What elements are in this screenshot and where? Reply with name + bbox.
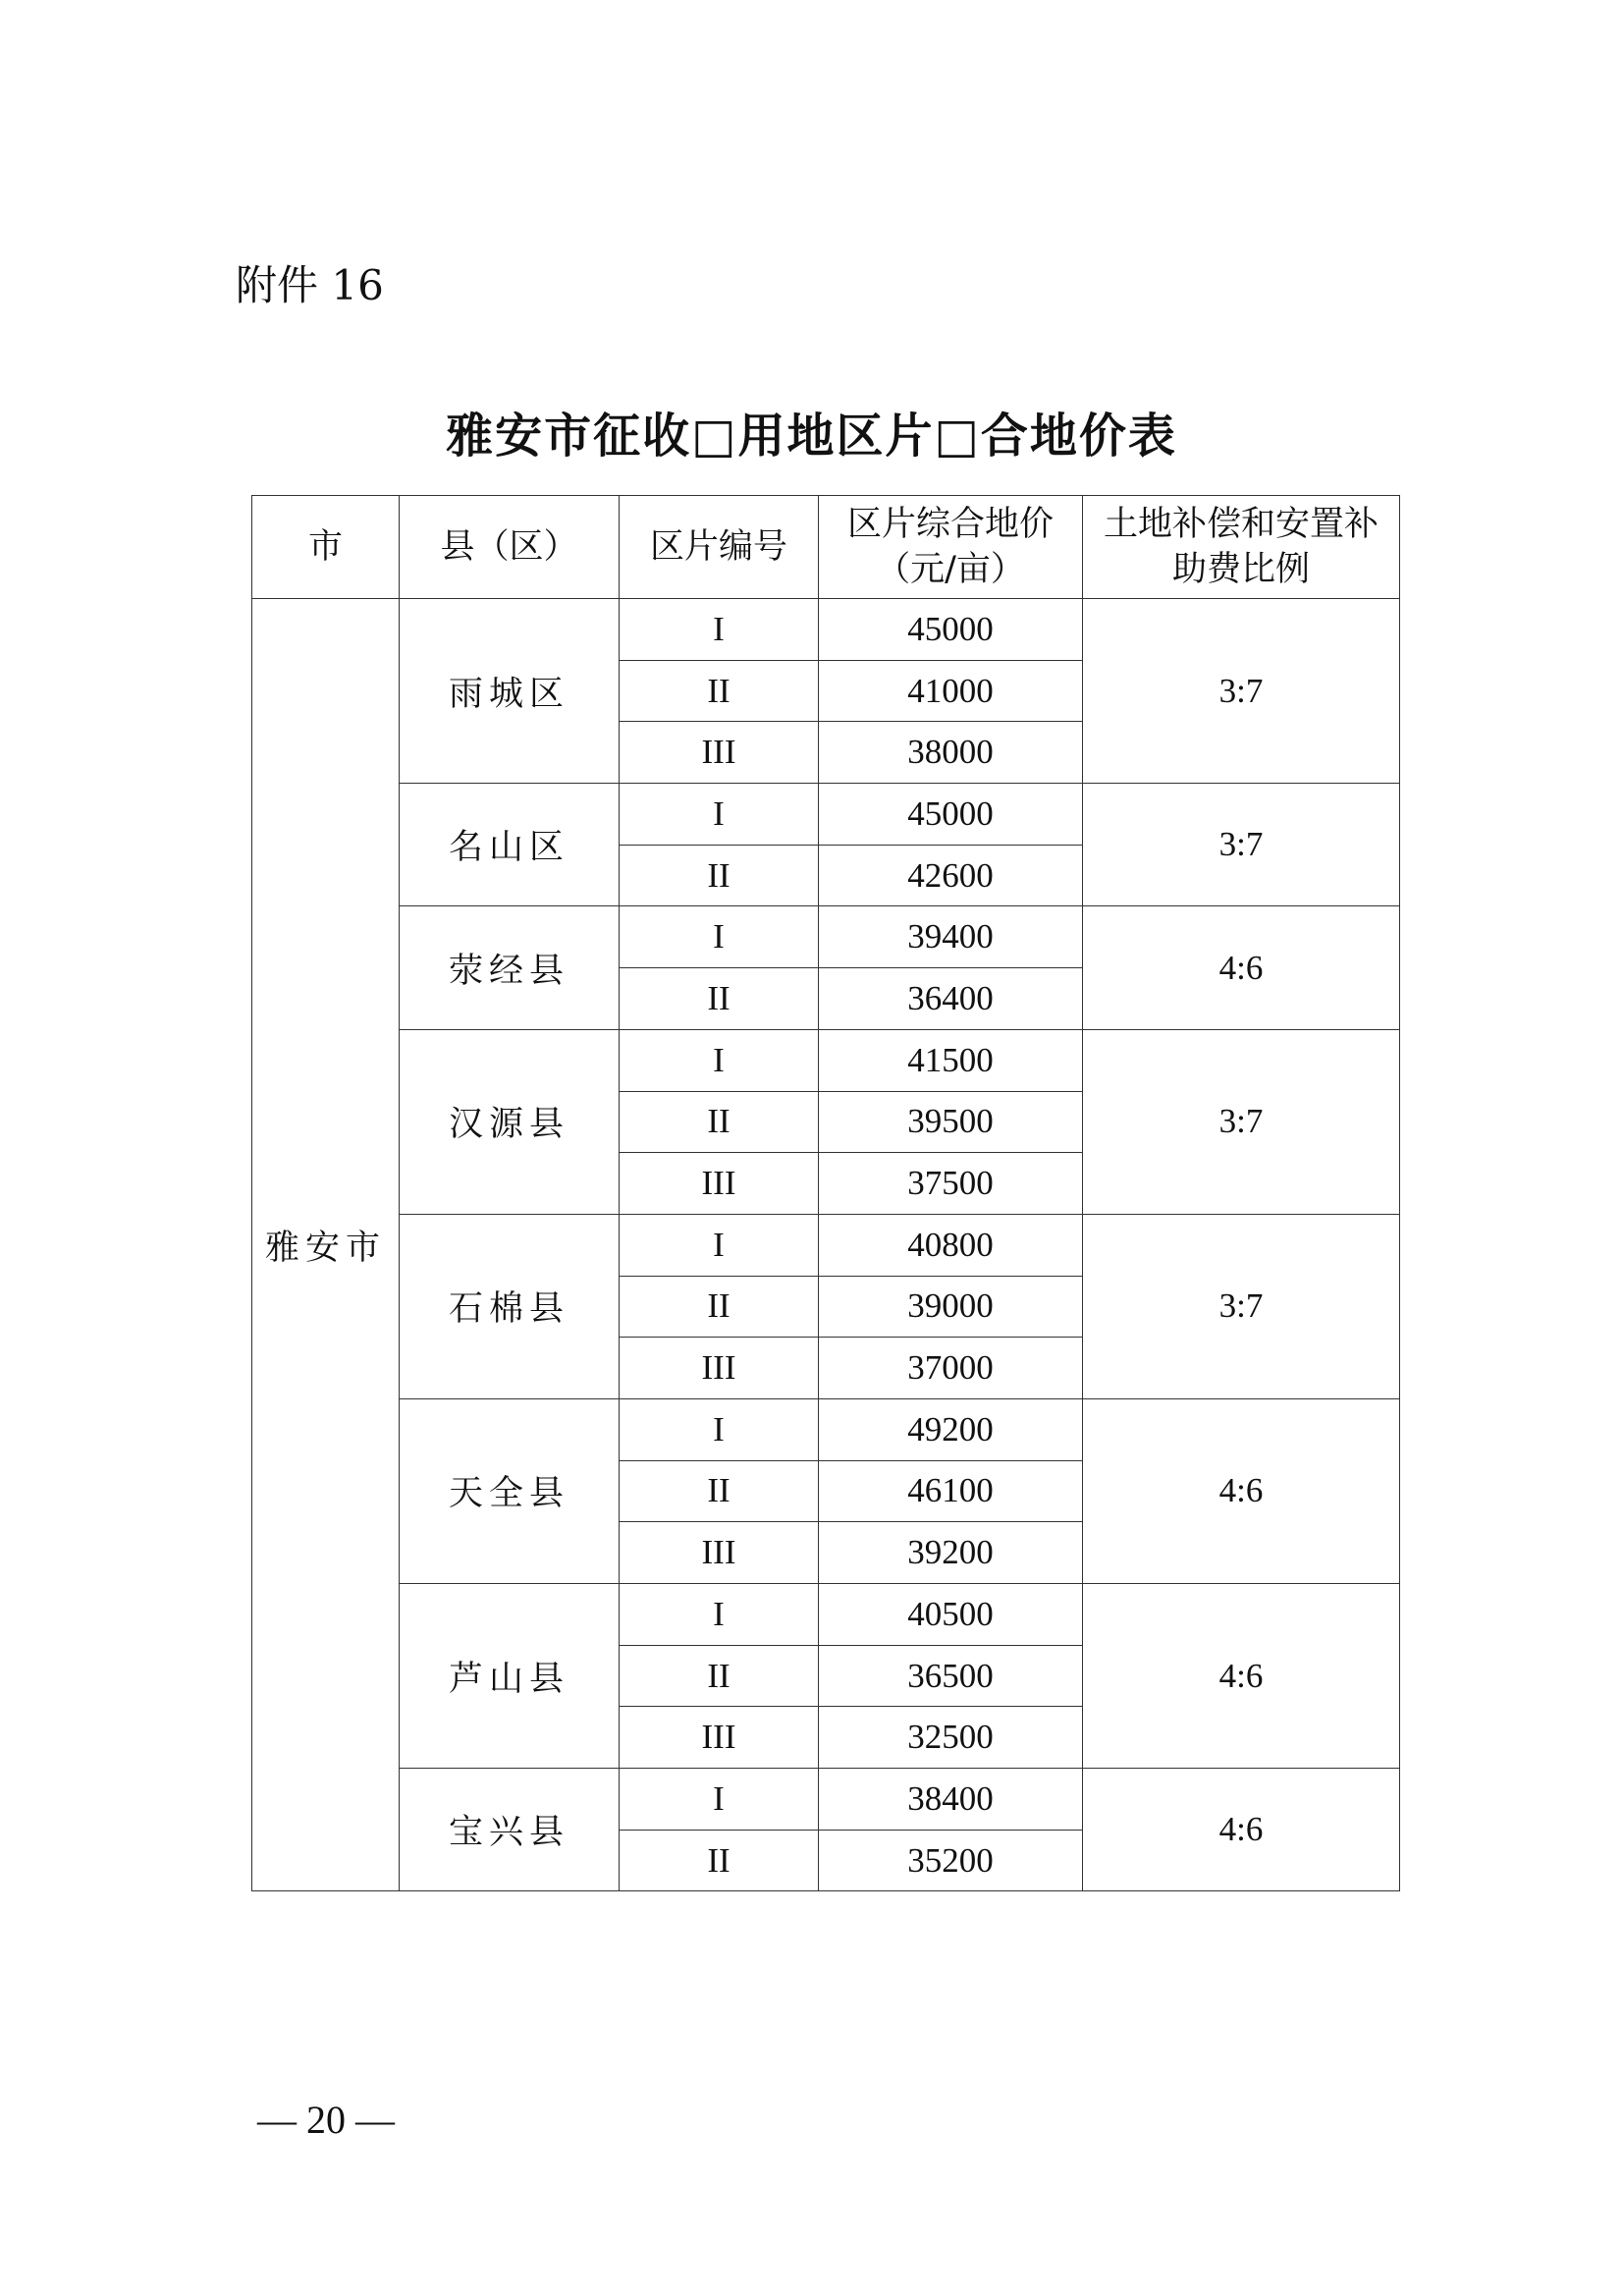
page-number: — 20 — [257,2098,395,2142]
zone-id-cell: III [620,722,819,784]
table-row [252,1584,1400,1646]
ratio-cell: 4:6 [1083,906,1400,1029]
zone-id-cell: III [620,1153,819,1215]
price-cell: 40800 [819,1214,1083,1276]
zone-id-cell: III [620,1338,819,1399]
table-row [252,1029,1400,1091]
zone-id-cell: II [620,1830,819,1891]
document-title: 雅安市征收□用地区片□合地价表 [446,409,1177,464]
county-cell: 石棉县 [400,1214,620,1398]
price-cell: 38400 [819,1769,1083,1831]
price-cell: 37500 [819,1153,1083,1215]
ratio-cell: 3:7 [1083,784,1400,906]
price-cell: 41000 [819,660,1083,722]
price-cell: 32500 [819,1707,1083,1769]
price-cell: 39500 [819,1091,1083,1153]
header-price: 区片综合地价 （元/亩） [819,496,1083,599]
table-row [252,784,1400,846]
price-cell: 46100 [819,1460,1083,1522]
county-cell: 芦山县 [400,1584,620,1769]
county-cell: 宝兴县 [400,1769,620,1891]
zone-id-cell: II [620,1645,819,1707]
price-cell: 42600 [819,845,1083,906]
zone-id-cell: II [620,1276,819,1338]
price-cell: 39000 [819,1276,1083,1338]
table-row [252,906,1400,968]
zone-id-cell: II [620,660,819,722]
table-body [252,599,1400,1891]
table-row [252,1398,1400,1460]
attachment-label: 附件 16 [236,261,384,309]
zone-id-cell: I [620,906,819,968]
zone-id-cell: I [620,1398,819,1460]
ratio-cell: 3:7 [1083,1029,1400,1214]
header-ratio: 土地补偿和安置补 助费比例 [1083,496,1400,599]
table-row [252,599,1400,661]
price-cell: 38000 [819,722,1083,784]
county-cell: 雨城区 [400,599,620,784]
zone-id-cell: III [620,1707,819,1769]
zone-id-cell: I [620,599,819,661]
price-cell: 41500 [819,1029,1083,1091]
price-cell: 45000 [819,599,1083,661]
county-cell: 汉源县 [400,1029,620,1214]
ratio-cell: 4:6 [1083,1769,1400,1891]
county-cell: 名山区 [400,784,620,906]
zone-id-cell: I [620,1029,819,1091]
zone-id-cell: II [620,845,819,906]
header-city: 市 [252,496,400,599]
ratio-cell: 3:7 [1083,1214,1400,1398]
ratio-cell: 3:7 [1083,599,1400,784]
table-row [252,1214,1400,1276]
zone-id-cell: III [620,1522,819,1584]
table-row [252,1769,1400,1831]
county-cell: 荥经县 [400,906,620,1029]
price-cell: 39400 [819,906,1083,968]
price-cell: 39200 [819,1522,1083,1584]
price-cell: 40500 [819,1584,1083,1646]
price-cell: 36400 [819,968,1083,1030]
zone-id-cell: I [620,1214,819,1276]
zone-id-cell: II [620,1460,819,1522]
county-cell: 天全县 [400,1398,620,1583]
ratio-cell: 4:6 [1083,1398,1400,1583]
zone-id-cell: I [620,1769,819,1831]
zone-id-cell: II [620,968,819,1030]
zone-id-cell: I [620,1584,819,1646]
price-cell: 36500 [819,1645,1083,1707]
ratio-cell: 4:6 [1083,1584,1400,1769]
table-header-row [252,496,1400,599]
header-county: 县（区） [400,496,620,599]
zone-id-cell: II [620,1091,819,1153]
land-price-table [251,495,1400,1891]
price-cell: 37000 [819,1338,1083,1399]
zone-id-cell: I [620,784,819,846]
city-cell: 雅安市 [252,599,400,1891]
price-cell: 45000 [819,784,1083,846]
price-cell: 35200 [819,1830,1083,1891]
price-cell: 49200 [819,1398,1083,1460]
header-zone-id: 区片编号 [620,496,819,599]
